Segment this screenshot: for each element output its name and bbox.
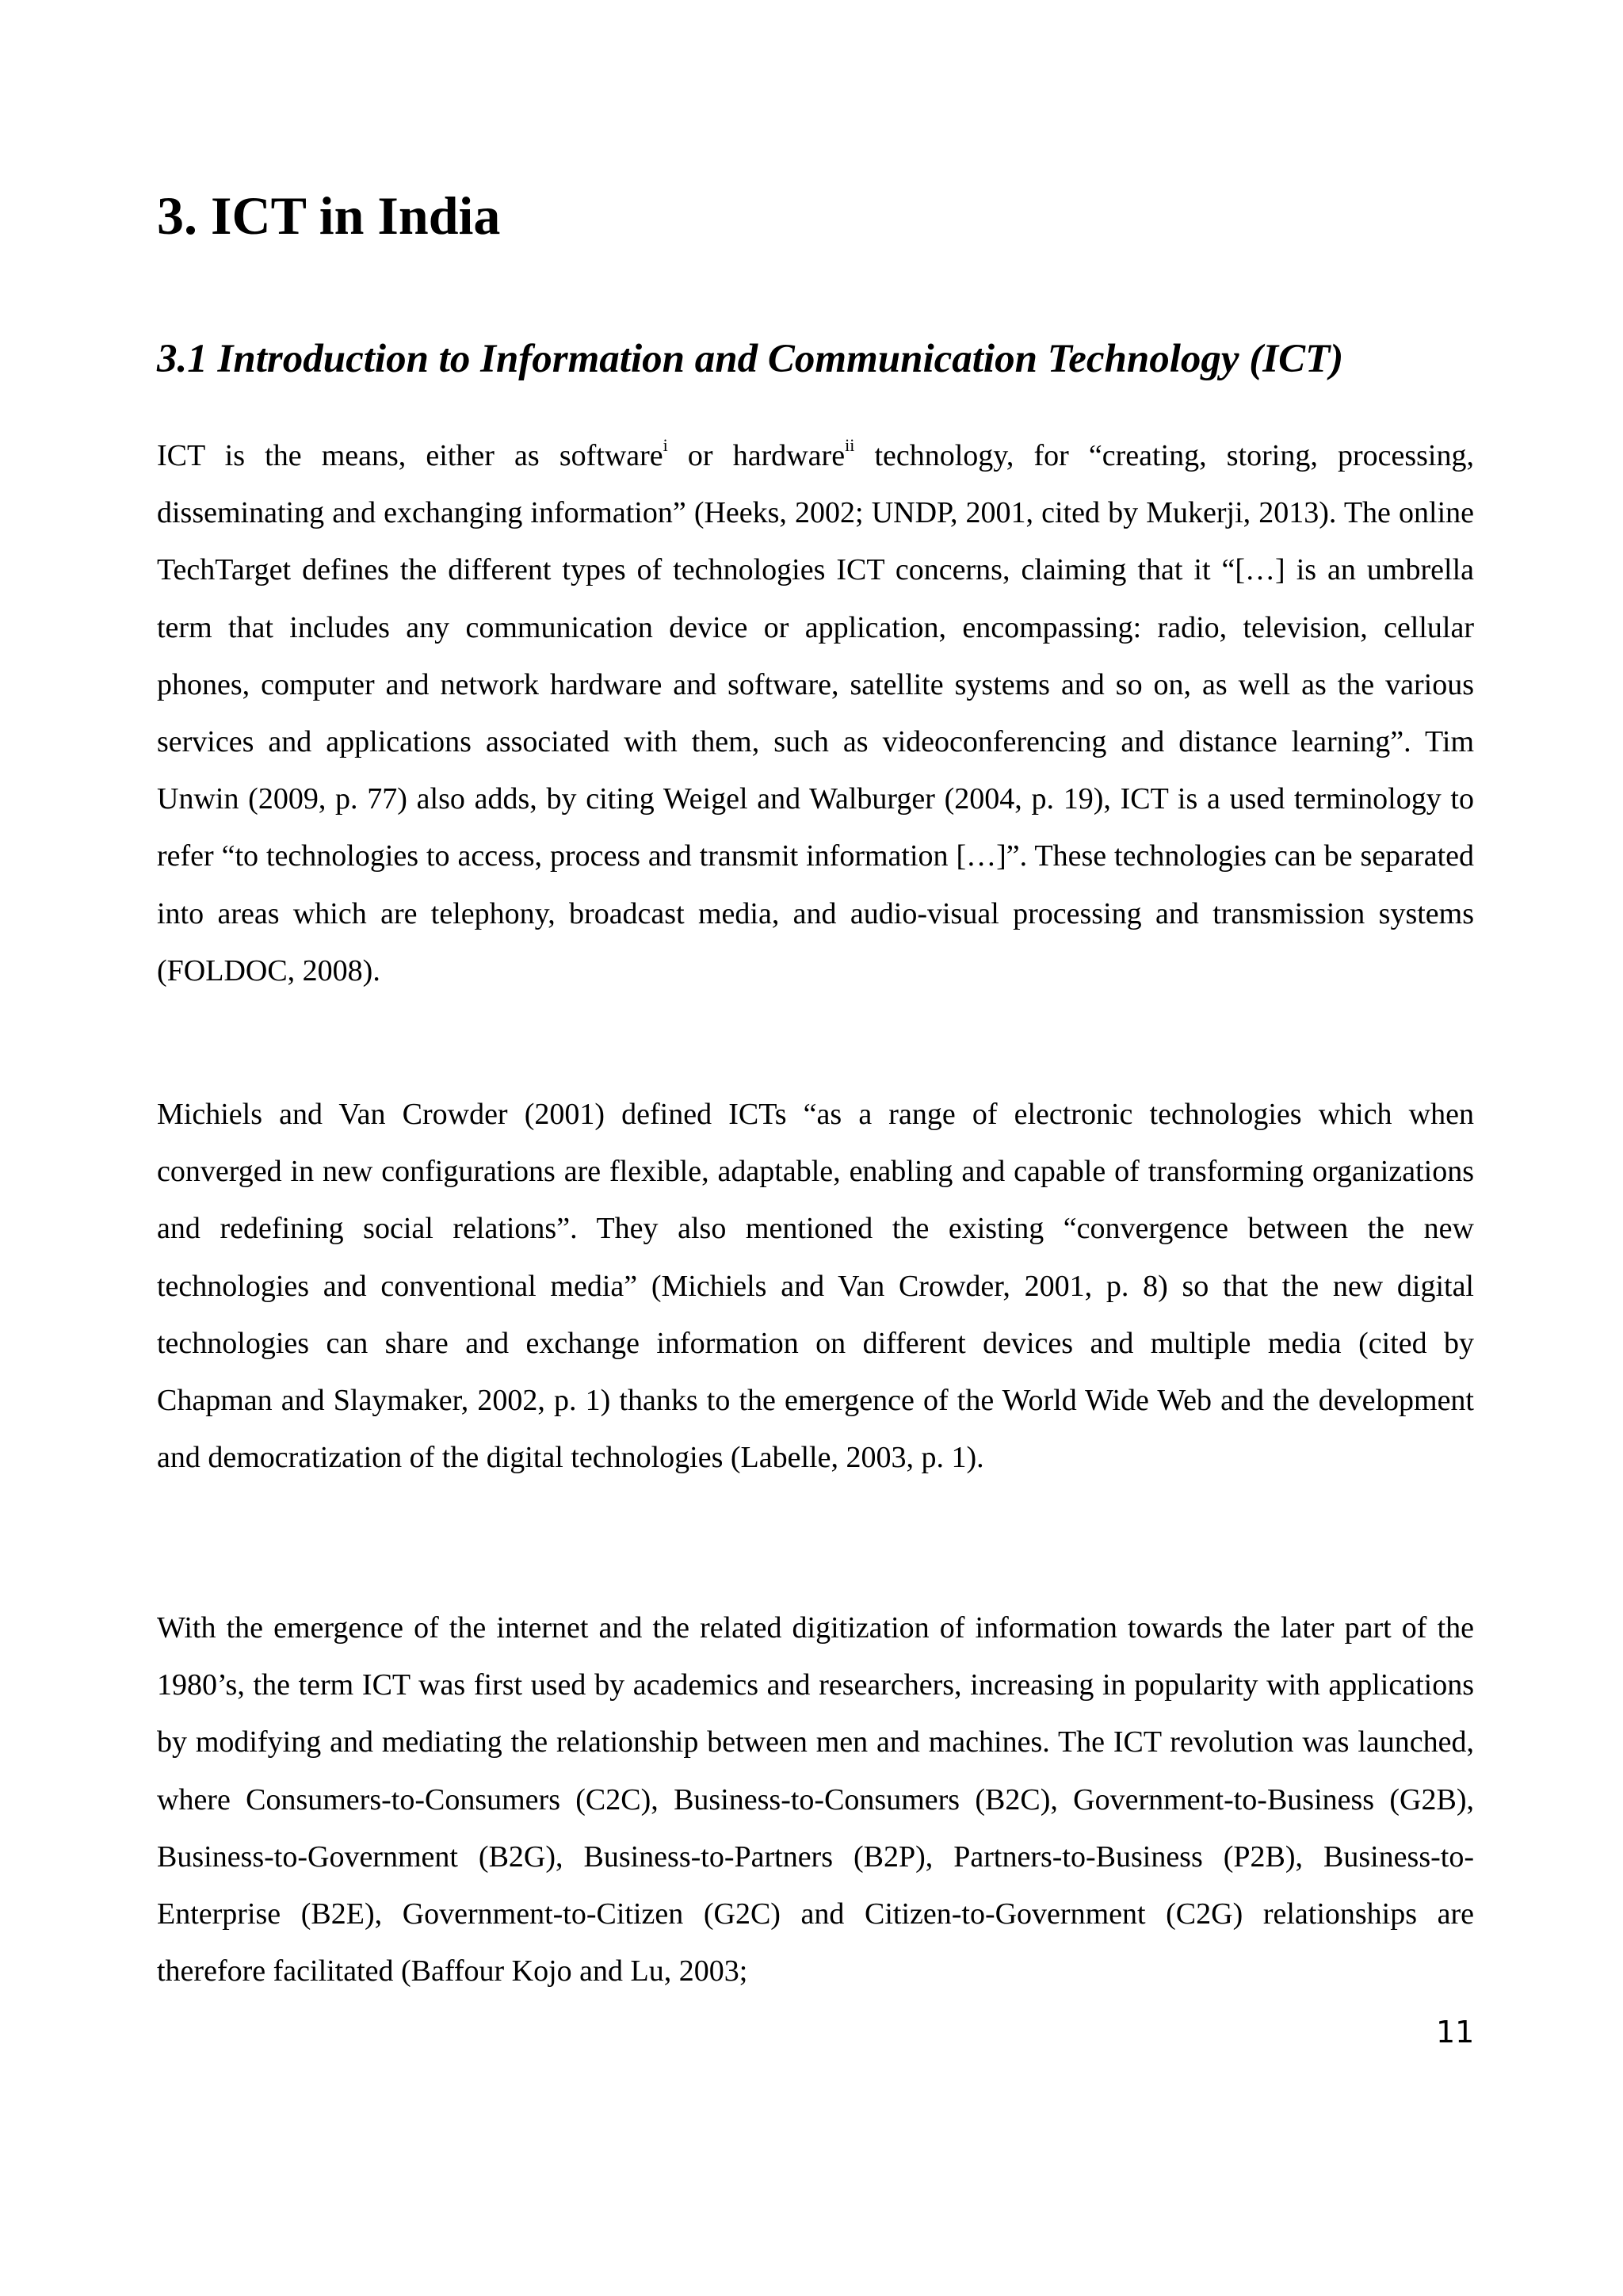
footnote-ref-ii[interactable]: ii bbox=[845, 435, 855, 455]
paragraph-2: Michiels and Van Crowder (2001) defined ICTs “as a range of electronic technologies which when converged in new configurations are flexible, adaptable, enabling and capable of transforming organizations and redefining social relations”. They also mentioned the existing “convergence between the new technologies and conventional media” (Michiels and Van Crowder, 2001, p. 8) so that the new digital technologies can share and exchange information on different devices and multiple media (cited by Chapman and Slaymaker, 2002, p. 1) thanks to the emergence of the World Wide Web and the development and democratization of the digital technologies (Labelle, 2003, p. 1). bbox=[157, 1098, 1474, 1475]
paragraph-3: With the emergence of the internet and the related digitization of information towards the later part of the 1980’s, the term ICT was first used by academics and researchers, increasing in popularity with applications by modifying and mediating the relationship between men and machines. The ICT revolution was launched, where Consumers-to-Consumers (C2C), Business-to-Consumers (B2C), Government-to-Business (G2B), Business-to-Government (B2G), Business-to-Partners (B2P), Partners-to-Business (P2B), Business-to-Enterprise (B2E), Government-to-Citizen (G2C) and Citizen-to-Government (C2G) relationships are therefore facilitated (Baffour Kojo and Lu, 2003; bbox=[157, 1611, 1474, 1988]
paragraph-1-text-a: ICT is the means, either as software bbox=[157, 439, 663, 472]
page-number: 11 bbox=[1436, 2015, 1475, 2050]
chapter-title: 3. ICT in India bbox=[157, 185, 501, 246]
paragraph-1-text-c: technology, for “creating, storing, processing, disseminating and exchanging information” (Heeks, 2002; UNDP, 2001, cited by Mukerji, 2013). The online TechTarget defines the different types of technologies ICT concerns, claiming that it “[…] is an umbrella term that includes any communication device or application, encompassing: radio, television, cellular phones, computer and network hardware and software, satellite systems and so on, as well as the various services and applications associated with them, such as videoconferencing and distance learning”. Tim Unwin (2009, p. 77) also adds, by citing Weigel and Walburger (2004, p. 19), ICT is a used terminology to refer “to technologies to access, process and transmit information […]”. These technologies can be separated into areas which are telephony, broadcast media, and audio-visual processing and transmission systems (FOLDOC, 2008). bbox=[157, 439, 1474, 988]
footnote-ref-i[interactable]: i bbox=[663, 435, 668, 455]
section-title: 3.1 Introduction to Information and Communication Technology (ICT) bbox=[157, 337, 1344, 381]
paragraph-1-text-b: or hardware bbox=[667, 439, 846, 472]
paragraph-1 bbox=[157, 427, 1474, 999]
